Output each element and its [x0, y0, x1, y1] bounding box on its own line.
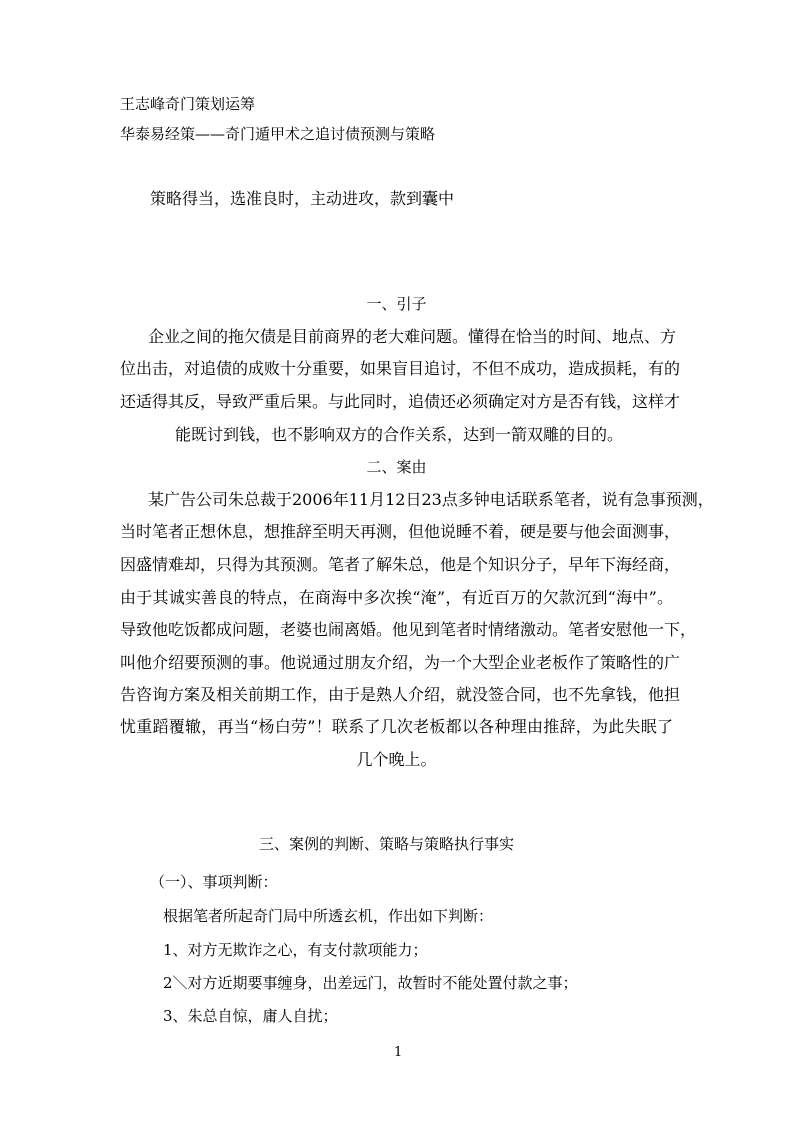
section3-intro: 根据笔者所起奇门局中所透玄机，作出如下判断： — [163, 907, 494, 925]
section1-heading: 一、引子 — [366, 295, 427, 313]
section2-heading: 二、案由 — [366, 458, 427, 476]
section1-line: 还适得其反，导致严重后果。与此同时，追债还必须确定对方是否有钱，这样才 — [120, 392, 681, 411]
section3-subheading: （一）、事项判断： — [150, 873, 278, 891]
section2-line: 由于其诚实善良的特点，在商海中多次挨“淹”，有近百万的欠款沉到“海中”。 — [120, 588, 673, 607]
header-line-1: 王志峰奇门策划运筹 — [120, 95, 256, 113]
section2-line: 叫他介绍要预测的事。他说通过朋友介绍，为一个大型企业老板作了策略性的广 — [120, 653, 681, 672]
section2-line: 告咨询方案及相关前期工作，由于是熟人介绍，就没签合同，也不先拿钱，他担 — [120, 685, 681, 704]
section1-line: 企业之间的拖欠债是目前商界的老大难问题。懂得在恰当的时间、地点、方 — [148, 327, 677, 346]
section1-line: 能既讨到钱，也不影响双方的合作关系，达到一箭双雕的目的。 — [175, 425, 624, 444]
header-line-2: 华泰易经策——奇门遁甲术之追讨债预测与策略 — [120, 125, 436, 143]
section3-heading: 三、案例的判断、策略与策略执行事实 — [259, 835, 515, 853]
section3-item: 2＼对方近期要事缠身，出差远门，故暂时不能处置付款之事； — [163, 974, 578, 992]
section2-line: 导致他吃饭都成问题，老婆也闹离婚。他见到笔者时情绪激动。笔者安慰他一下， — [120, 620, 697, 639]
section1-line: 位出击，对追债的成败十分重要，如果盲目追讨，不但不成功，造成损耗，有的 — [120, 359, 681, 378]
section2-line: 因盛情难却，只得为其预测。笔者了解朱总，他是个知识分子，早年下海经商， — [120, 555, 681, 574]
section2-line: 某广告公司朱总裁于2006年11月12日23点多钟电话联系笔者，说有急事预测， — [148, 490, 714, 509]
section2-line: 忧重蹈覆辙，再当“杨白劳”！联系了几次老板都以各种理由推辞，为此失眠了 — [120, 717, 673, 736]
section3-item: 3、朱总自惊，庸人自扰； — [163, 1007, 338, 1025]
section2-line: 当时笔者正想休息，想推辞至明天再测，但他说睡不着，硬是要与他会面测事， — [120, 522, 681, 541]
subtitle: 策略得当，选准良时，主动进攻，款到囊中 — [150, 189, 455, 208]
page-number: 1 — [394, 1045, 403, 1060]
section2-line: 几个晚上。 — [356, 750, 437, 769]
section3-item: 1、对方无欺诈之心，有支付款项能力； — [163, 941, 428, 959]
